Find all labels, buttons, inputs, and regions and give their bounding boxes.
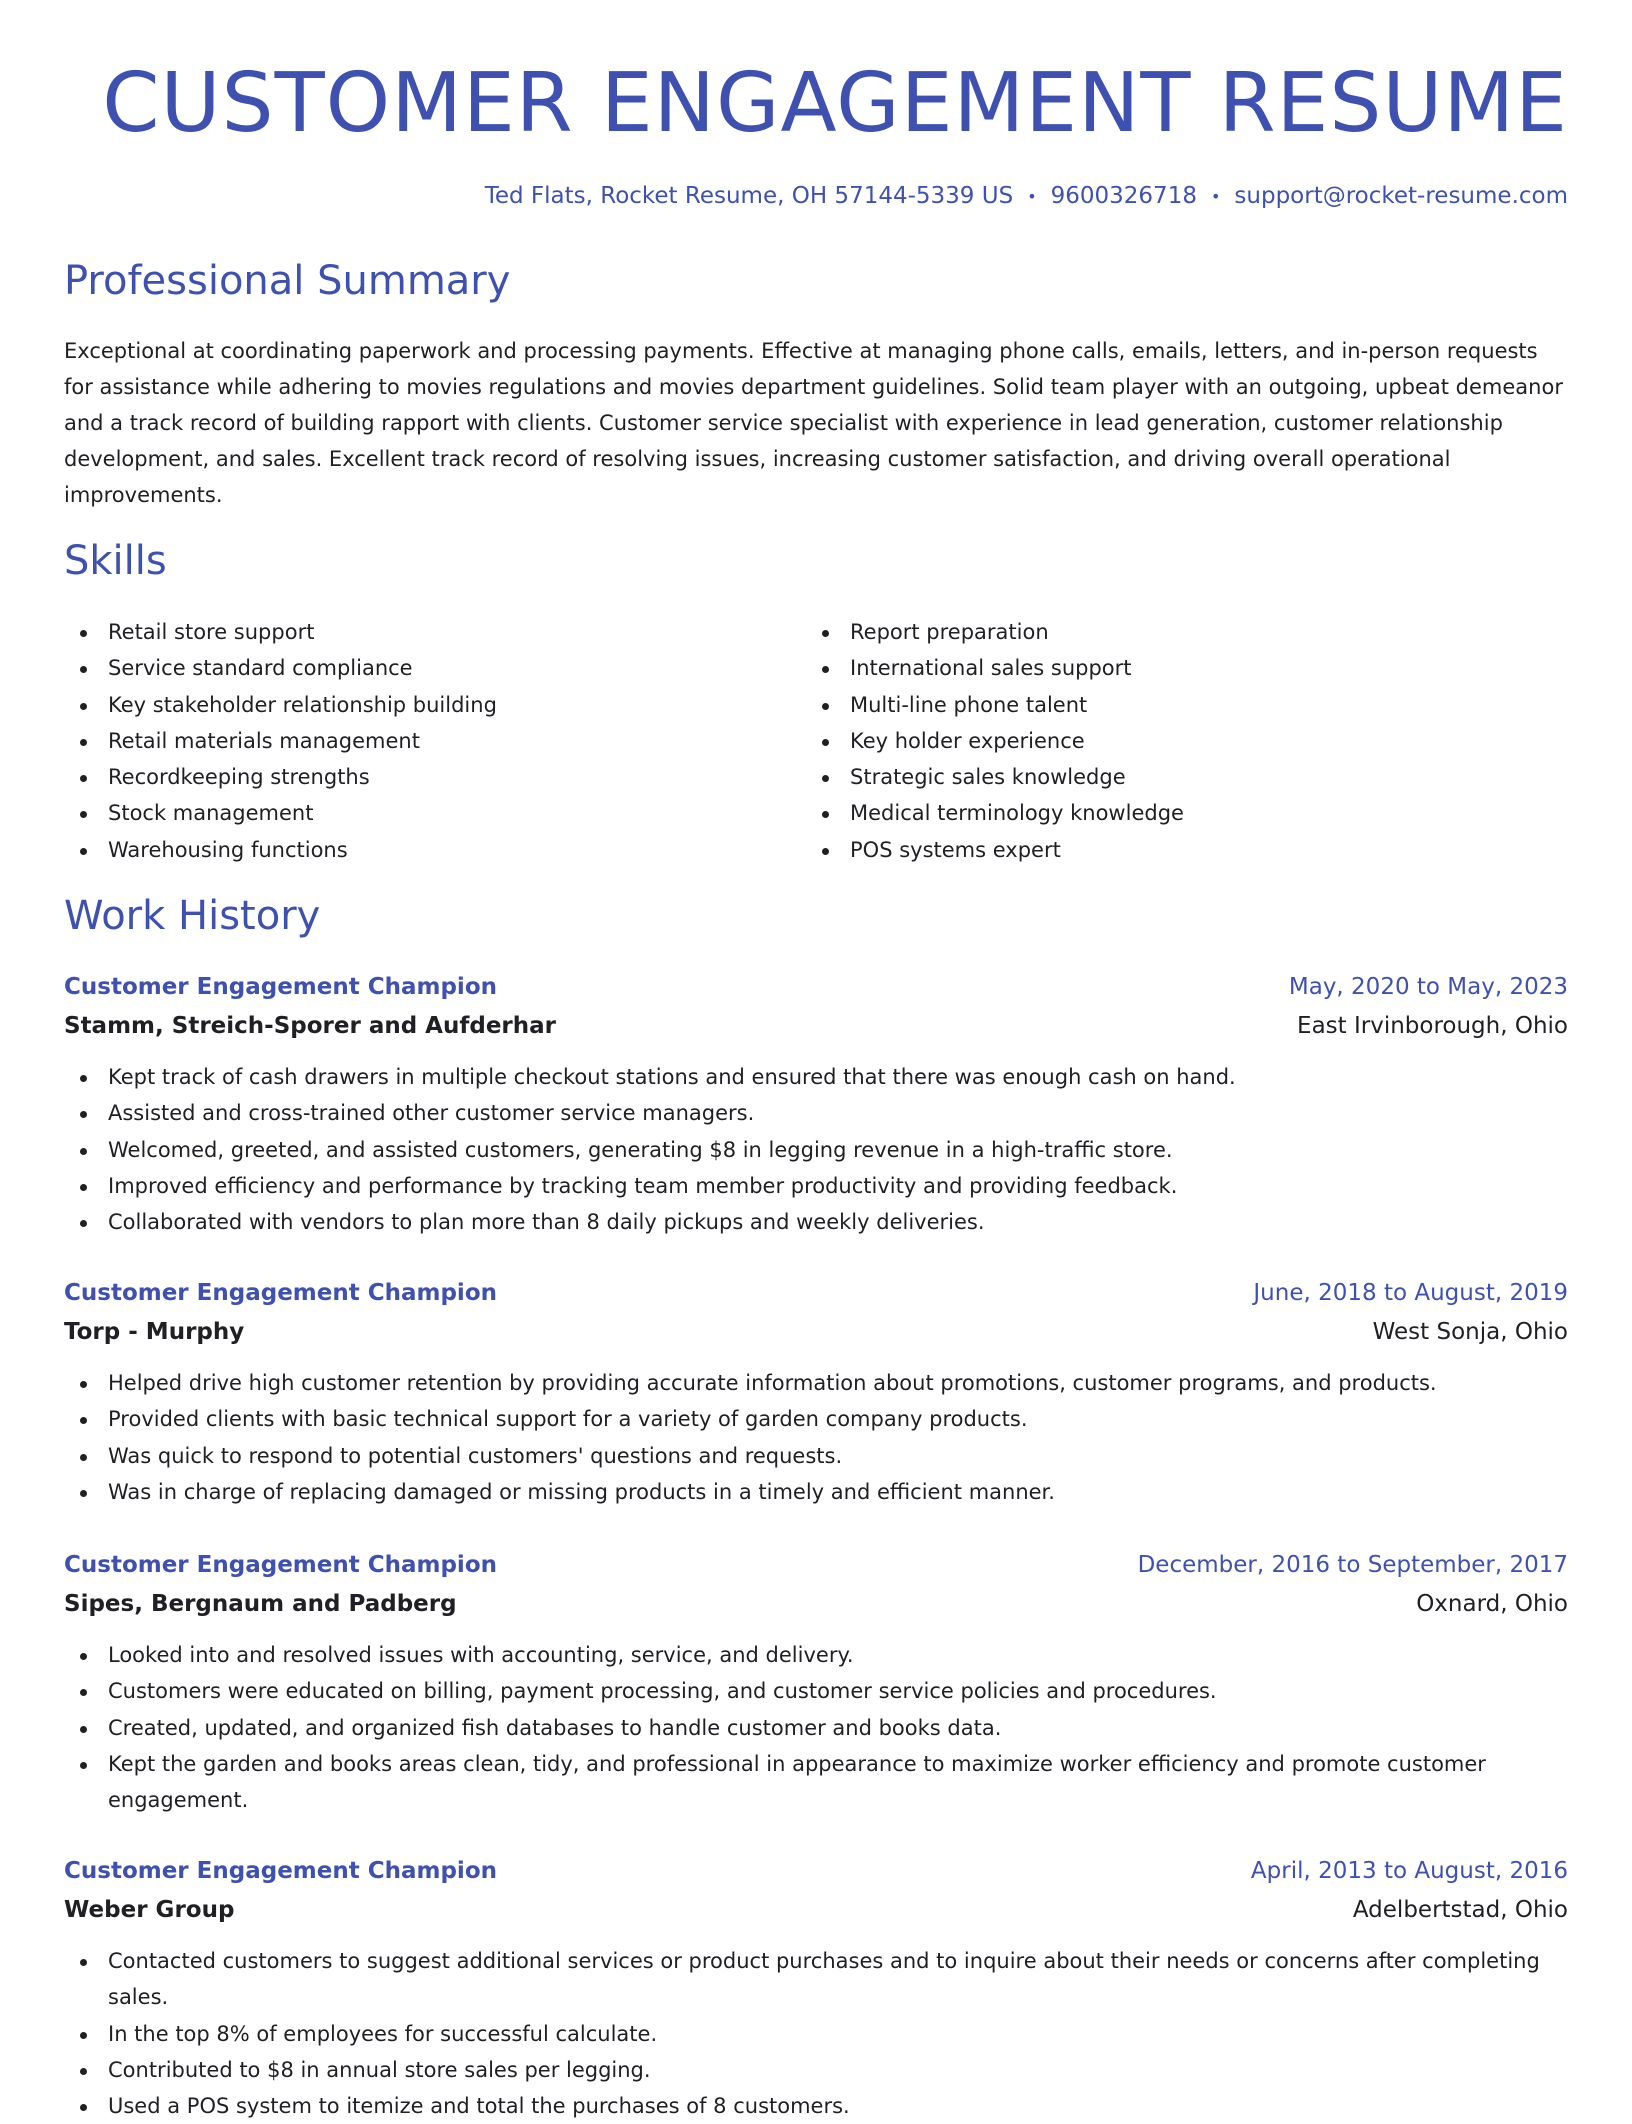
job-location: Adelbertstad, Ohio	[1352, 1897, 1568, 1923]
contact-separator: •	[1027, 187, 1037, 206]
job-company: Sipes, Bergnaum and Padberg	[64, 1591, 457, 1617]
job-role: Customer Engagement Champion	[64, 1552, 497, 1578]
skill-item: POS systems expert	[806, 832, 1548, 868]
summary-heading: Professional Summary	[64, 258, 511, 304]
job-bullets	[64, 1637, 1568, 1818]
job-bullet: Collaborated with vendors to plan more than 8 daily pickups and weekly deliveries.	[64, 1204, 1568, 1240]
job-bullet: Kept the garden and books areas clean, tidy, and professional in appearance to maximize worker efficiency and promote customer engagement.	[64, 1746, 1568, 1819]
job-bullet: Provided clients with basic technical support for a variety of garden company products.	[64, 1401, 1568, 1437]
skills-heading: Skills	[64, 538, 167, 584]
skills-list	[64, 614, 1568, 868]
skill-item: Warehousing functions	[64, 832, 806, 868]
skill-item: Recordkeeping strengths	[64, 759, 806, 795]
job-bullet: Created, updated, and organized fish databases to handle customer and books data.	[64, 1710, 1568, 1746]
job-entry	[64, 1273, 1568, 1510]
job-entry	[64, 1851, 1568, 2124]
skill-item: Medical terminology knowledge	[806, 795, 1548, 831]
job-location: West Sonja, Ohio	[1372, 1319, 1568, 1345]
job-bullet: Used a POS system to itemize and total the purchases of 8 customers.	[64, 2088, 1568, 2124]
contact-email: support@rocket-resume.com	[1234, 183, 1568, 209]
job-dates: April, 2013 to August, 2016	[1250, 1858, 1568, 1884]
job-role: Customer Engagement Champion	[64, 1858, 497, 1884]
job-bullet: Contributed to $8 in annual store sales per legging.	[64, 2052, 1568, 2088]
job-bullet: Customers were educated on billing, payment processing, and customer service policies and procedures.	[64, 1673, 1568, 1709]
job-bullet: Welcomed, greeted, and assisted customers, generating $8 in legging revenue in a high-traffic store.	[64, 1132, 1568, 1168]
resume-page	[64, 0, 1568, 2119]
contact-line	[485, 183, 1568, 209]
job-dates: December, 2016 to September, 2017	[1137, 1552, 1568, 1578]
summary-text: Exceptional at coordinating paperwork and processing payments. Effective at managing phone calls, emails, letters, and in-person requests for assistance while adhering to movies regulations and movies department guidelines. Solid team player with an outgoing, upbeat demeanor and a track record of building rapport with clients. Customer service specialist with experience in lead generation, customer relationship development, and sales. Excellent track record of resolving issues, increasing customer satisfaction, and driving overall operational improvements.	[64, 339, 1563, 507]
job-bullet: Was in charge of replacing damaged or missing products in a timely and efficient manner.	[64, 1474, 1568, 1510]
job-bullet: Helped drive high customer retention by providing accurate information about promotions, customer programs, and products.	[64, 1365, 1568, 1401]
job-bullet: Contacted customers to suggest additional services or product purchases and to inquire about their needs or concerns after completing sales.	[64, 1943, 1568, 2016]
job-bullet: Was quick to respond to potential customers' questions and requests.	[64, 1438, 1568, 1474]
job-dates: June, 2018 to August, 2019	[1253, 1280, 1568, 1306]
skills-column-left	[64, 614, 806, 868]
job-company: Torp - Murphy	[64, 1319, 245, 1345]
job-location: Oxnard, Ohio	[1416, 1591, 1568, 1617]
skill-item: Multi-line phone talent	[806, 687, 1548, 723]
job-bullet: In the top 8% of employees for successful calculate.	[64, 2016, 1568, 2052]
job-company: Weber Group	[64, 1897, 235, 1923]
job-entry	[64, 967, 1568, 1240]
skill-item: International sales support	[806, 650, 1548, 686]
job-dates: May, 2020 to May, 2023	[1288, 974, 1568, 1000]
job-entry	[64, 1545, 1568, 1818]
job-bullets	[64, 1365, 1568, 1510]
resume-title: CUSTOMER ENGAGEMENT RESUME	[102, 56, 1568, 151]
job-bullet: Kept track of cash drawers in multiple checkout stations and ensured that there was enough cash on hand.	[64, 1059, 1568, 1095]
skill-item: Key stakeholder relationship building	[64, 687, 806, 723]
skill-item: Service standard compliance	[64, 650, 806, 686]
job-bullet: Assisted and cross-trained other customer service managers.	[64, 1095, 1568, 1131]
job-bullets	[64, 1943, 1568, 2124]
skill-item: Retail store support	[64, 614, 806, 650]
skill-item: Stock management	[64, 795, 806, 831]
work-history-heading: Work History	[64, 893, 321, 939]
job-company: Stamm, Streich-Sporer and Aufderhar	[64, 1013, 557, 1039]
skill-item: Retail materials management	[64, 723, 806, 759]
skill-item: Report preparation	[806, 614, 1548, 650]
contact-address: Ted Flats, Rocket Resume, OH 57144-5339 US	[484, 183, 1014, 209]
job-role: Customer Engagement Champion	[64, 974, 497, 1000]
skill-item: Key holder experience	[806, 723, 1548, 759]
job-role: Customer Engagement Champion	[64, 1280, 497, 1306]
skill-item: Strategic sales knowledge	[806, 759, 1548, 795]
contact-phone: 9600326718	[1050, 183, 1197, 209]
job-bullet: Looked into and resolved issues with accounting, service, and delivery.	[64, 1637, 1568, 1673]
job-bullets	[64, 1059, 1568, 1240]
job-location: East Irvinborough, Ohio	[1297, 1013, 1568, 1039]
skills-column-right	[806, 614, 1548, 868]
job-bullet: Improved efficiency and performance by tracking team member productivity and providing feedback.	[64, 1168, 1568, 1204]
contact-separator: •	[1210, 187, 1221, 206]
